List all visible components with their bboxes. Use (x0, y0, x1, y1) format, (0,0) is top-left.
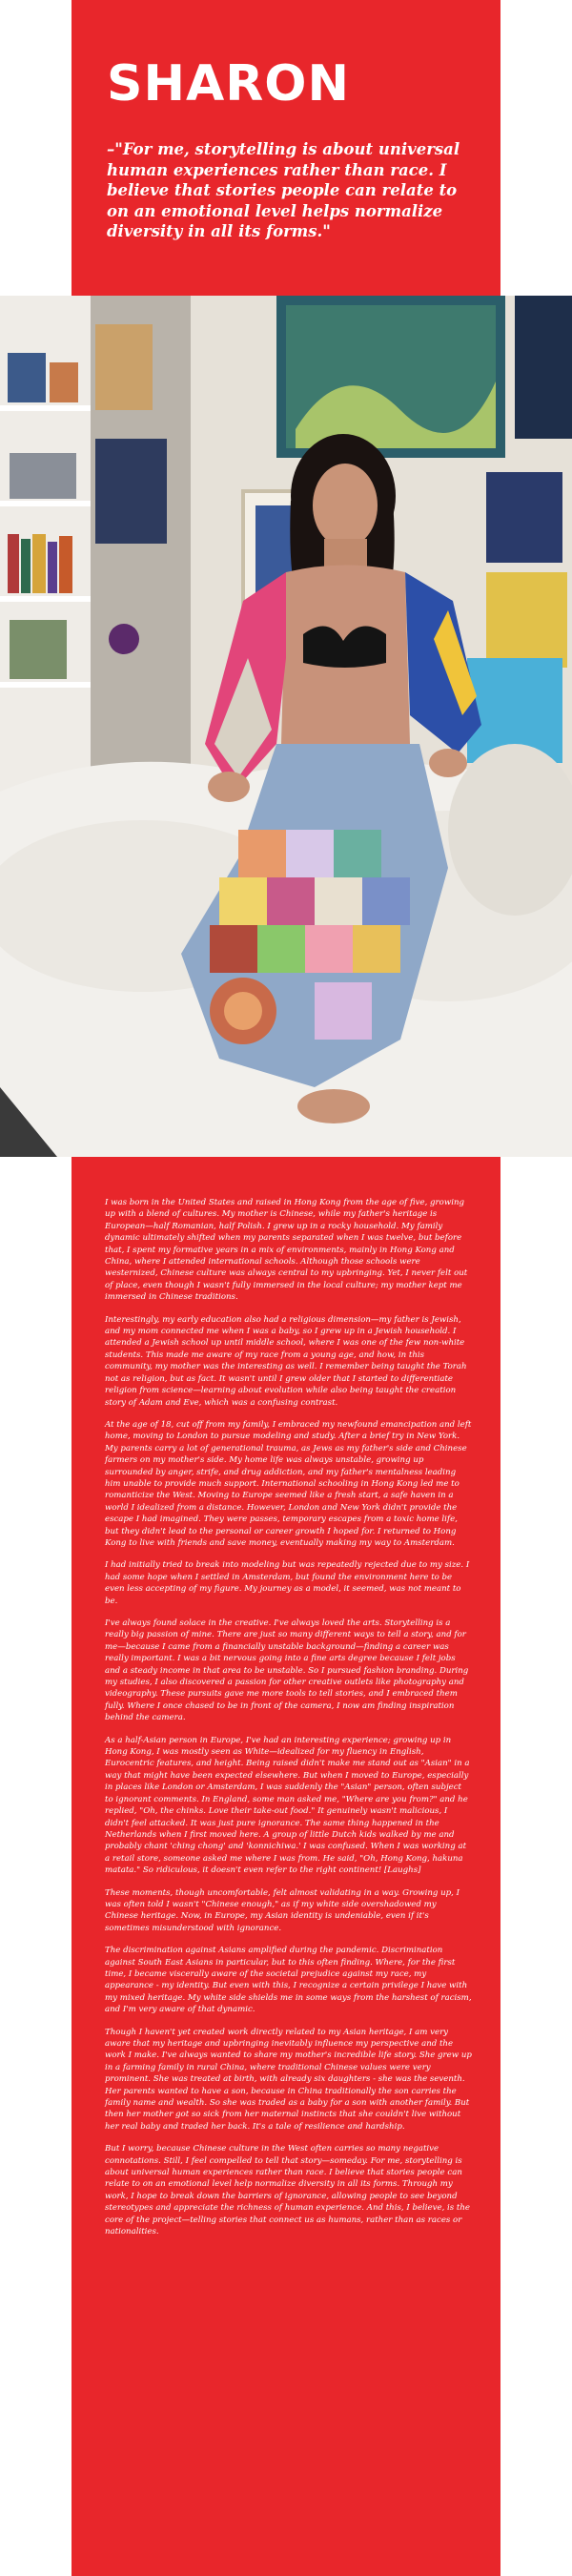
article-paragraph: These moments, though uncomfortable, felt almost validating in a way. Growing up, I was often told I wasn't "Chinese enough," as if my white side overshadowed my Chinese heritage. Now, in Europe, my Asian identity is undeniable, even if it's sometimes misunderstood with ignorance. (105, 1887, 460, 1933)
portrait-photo (0, 296, 572, 1157)
portrait-illustration (0, 296, 572, 1157)
article-paragraph: As a half-Asian person in Europe, I've had an interesting experience; growing up in Hong Kong, I was mostly seen as White—idealized for my fluency in English, Eurocentric features, and height. Being raised didn't make me stand out as "Asian" in a way that might have been expected elsewhere. But when I moved to Europe, especially in places like London or Amsterdam, I was suddenly the "Asian" person, often subject to ignorant comments. In England, some man asked me, "Where are you from?" and he replied, "Oh, the chinks. Love their take-out food." It genuinely wasn't malicious, I didn't feel attacked. It was just pure ignorance. The same thing happened in the Netherlands when I first moved here. A group of little Dutch kids walked by me and probably chant 'ching chong' and 'konnichiwa.' I was confused. When I was working at a retail store, someone asked me where I was from. He said, "Oh, Hong Kong, hakuna matata." So ridiculous, it doesn't even refer to the right continent! [Laughs] (105, 1735, 470, 1876)
page-title: SHARON (107, 55, 350, 113)
article-paragraph: Interestingly, my early education also had a religious dimension—my father is Jewish, and my mom connected me when I was a baby, so I grew up in a Jewish household. I attended a Jewish school up until middle school, where I was one of the few non-white students. This made me aware of my race from a young age, and how, in this community, my mother was the interesting as well. I remember being taught the Torah not as religion, but as fact. It wasn't until I grew older that I started to differentiate religion from science—learning about evolution while also being taught the creation story of Adam and Eve, which was a confusing contrast. (105, 1314, 467, 1408)
pull-quote: –"For me, storytelling is about universal human experiences rather than race. I believe that stories people can relate to on an emotional level helps normalize diversity in all its forms." (107, 140, 460, 240)
article-paragraph: I was born in the United States and raised in Hong Kong from the age of five, growing up with a blend of cultures. My mother is Chinese, while my father's heritage is European—half Romanian, half Polish. I grew up in a rocky household. My family dynamic ultimately shifted when my parents separated when I was twelve, but before that, I spent my formative years in a mix of environments, mainly in Hong Kong and China, where I attended international schools. Although those schools were westernized, Chinese culture was always central to my upbringing. Yet, I never felt out of place, even though I wasn't fully immersed in the local culture; my mother kept me immersed in Chinese traditions. (105, 1198, 468, 1303)
article-paragraph: I've always found solace in the creative. I've always loved the arts. Storytelling is a really big passion of mine. There are just so many different ways to tell a story, and for me—because I came from a financially unstable background—finding a career was really important. I was a bit nervous going into a fine arts degree because I felt jobs and a steady income in that area to be unstable. So I pursued fashion branding. During my studies, I also discovered a passion for other creative outlets like photography and videography. These pursuits gave me more tools to tell stories, and I embraced them fully. Where I once chased to be in front of the camera, I now am finding inspiration behind the camera. (105, 1618, 469, 1723)
article-paragraph: But I worry, because Chinese culture in the West often carries so many negative connotations. Still, I feel compelled to tell that story—someday. For me, storytelling is about universal human experiences rather than race. I believe that stories people can relate to on an emotional level help normalize diversity in all its forms. Through my work, I hope to break down the barriers of ignorance, allowing people to see beyond stereotypes and appreciate the richness of human experience. And this, I believe, is the core of the project—telling stories that connect us as humans, rather than as races or nationalities. (105, 2144, 471, 2237)
article-panel (72, 1157, 500, 2576)
header-panel (72, 0, 500, 296)
article-paragraph: I had initially tried to break into modeling but was repeatedly rejected due to my size. I had some hope when I settled in Amsterdam, but found the environment here to be even less accepting of my figure. My journey as a model, it seemed, was not meant to be. (105, 1560, 470, 1606)
article-paragraph: Though I haven't yet created work directly related to my Asian heritage, I am very aware that my heritage and upbringing inevitably influence my perspective and the work I make. I've always wanted to share my mother's incredible life story. She grew up in a farming family in rural China, where traditional Chinese values were very prominent. She was treated at birth, with already six daughters - she was the seventh. Her parents wanted to have a son, because in China traditionally the son carries the family name and wealth. So she was traded as a baby for a son with another family. But then her mother got so sick from her maternal instincts that she couldn't live without her real baby and traded her back. It's a tale of resilience and hardship. (105, 2027, 472, 2132)
article-paragraph: The discrimination against Asians amplified during the pandemic. Discrimination against South East Asians in particular, but to this often finding. Where, for the first time, I became viscerally aware of the societal prejudice against my race, my appearance - my identity. But even with this, I recognize a certain privilege I have with my mixed heritage. My white side shields me in some ways from the harshest of racism, and I'm very aware of that dynamic. (105, 1946, 472, 2015)
article-body (105, 1197, 472, 2249)
article-paragraph: At the age of 18, cut off from my family, I embraced my newfound emancipation and left home, moving to London to pursue modeling and study. After a brief try in New York. My parents carry a lot of generational trauma, as Jews as my father's side and Chinese farmers on my mother's side. My home life was always unstable, growing up surrounded by anger, strife, and drug addiction, and my father's mentalness leading him unable to provide much support. International schooling in Hong Kong led me to romanticize the West. Moving to Europe seemed like a fresh start, a safe haven in a world I idealized from a distance. However, London and New York didn't provide the escape I had imagined. They were passes, temporary escapes from a toxic home life, but they didn't lead to the personal or career growth I hoped for. I returned to Hong Kong to live with friends and save money, eventually making my way to Amsterdam. (105, 1419, 472, 1548)
